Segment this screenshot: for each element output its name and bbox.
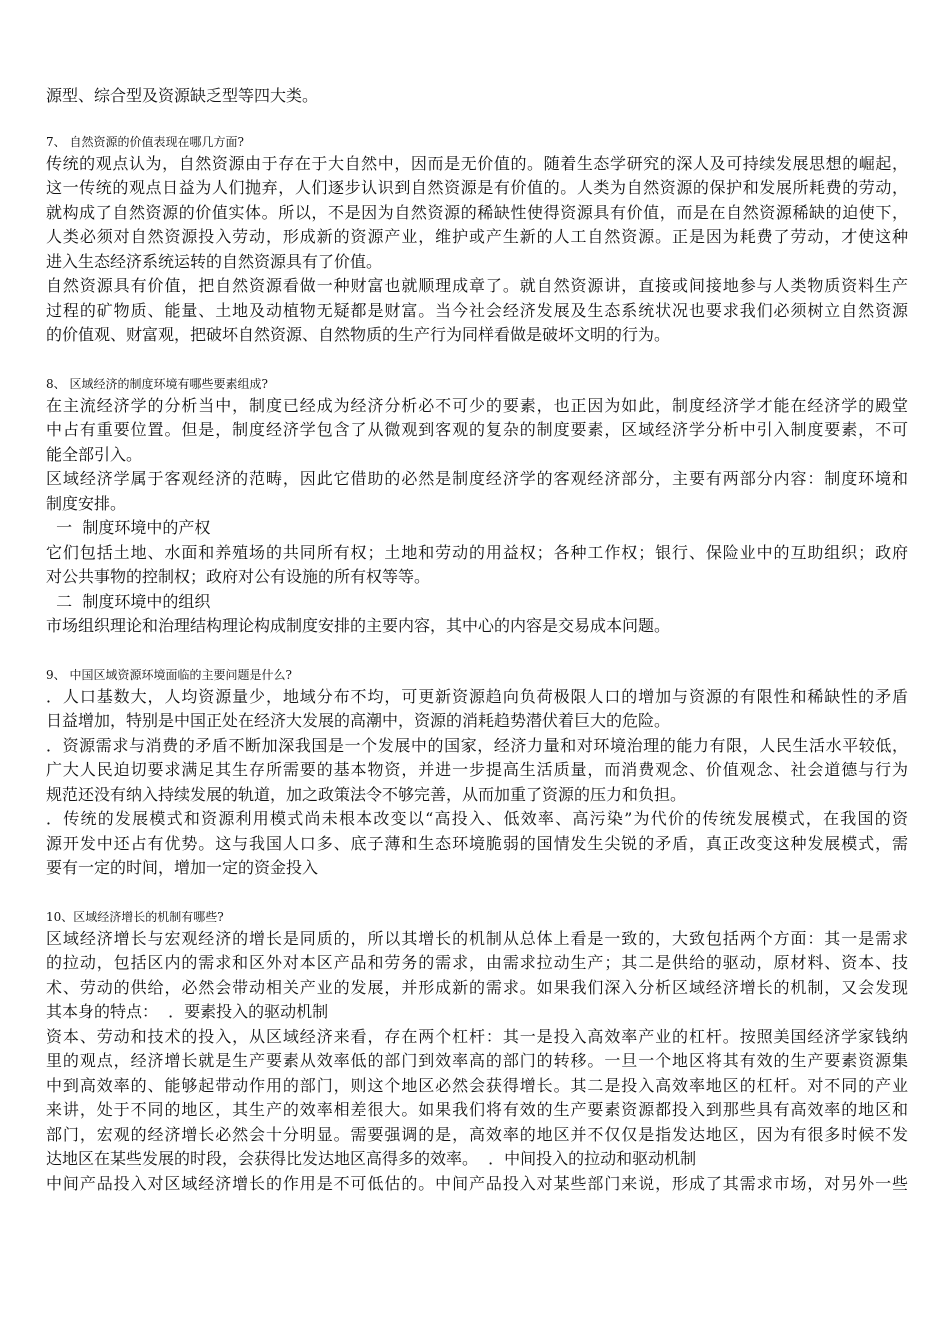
paragraph-line: 部门，宏观的经济增长必然会十分明显。需要强调的是，高效率的地区并不仅仅是指发达地区，因为有很多时候不发 <box>46 1124 908 1144</box>
paragraph-line: 规范还没有纳入持续发展的轨道，加之政策法令不够完善，从而加重了资源的压力和负担。 <box>46 784 687 804</box>
paragraph-line: 的价值观、财富观，把破坏自然资源、自然物质的生产行为同样看做是破坏文明的行为。 <box>46 325 671 344</box>
section-question-8 <box>46 374 908 639</box>
question-heading: 9、 中国区域资源环境面临的主要问题是什么? <box>46 667 292 682</box>
paragraph-line: 就构成了自然资源的价值实体。所以，不是因为自然资源的稀缺性使得资源具有价值，而是在自然资源稀缺的迫使下， <box>46 202 908 222</box>
paragraph-line: 市场组织理论和治理结构理论构成制度安排的主要内容，其中心的内容是交易成本问题。 <box>46 616 671 635</box>
paragraph-line: 这一传统的观点日益为人们抛弃，人们逐步认识到自然资源是有价值的。人类为自然资源的保护和发展所耗费的劳动， <box>46 178 908 197</box>
paragraph-line: 自然资源具有价值，把自然资源看做一种财富也就顺理成章了。就自然资源讲，直接或间接地参与人类物质资料生产 <box>46 276 908 295</box>
subheading-line: 一 制度环境中的产权 <box>46 518 211 537</box>
paragraph-line: 达地区在某些发展的时段，会获得比发达地区高得多的效率。 ．中间投入的拉动和驱动机制 <box>46 1149 697 1168</box>
section-question-9 <box>46 665 908 881</box>
paragraph-line: 源开发中还占有优势。这与我国人口多、底子薄和生态环境脆弱的国情发生尖锐的矛盾，真正改变这种发展模式，需 <box>46 833 908 853</box>
paragraph-line: ．人口基数大，人均资源量少，地域分布不均，可更新资源趋向负荷极限人口的增加与资源的有限性和稀缺性的矛盾 <box>46 686 908 706</box>
document-page <box>46 84 908 1196</box>
section-question-10 <box>46 907 908 1197</box>
paragraph-line: 资本、劳动和技术的投入，从区域经济来看，存在两个杠杆：其一是投入高效率产业的杠杆。按照美国经济学家钱纳 <box>46 1026 908 1046</box>
paragraph-line: 术、劳动的供给，必然会带动相关产业的发展，并形成新的需求。如果我们深入分析区域经济增长的机制，又会发现 <box>46 977 908 997</box>
paragraph-line: 要有一定的时间，增加一定的资金投入 <box>46 858 319 877</box>
paragraph-line: 中占有重要位置。但是，制度经济学包含了从微观到客观的复杂的制度要素，区域经济学分析中引入制度要素，不可 <box>46 420 908 439</box>
paragraph-line: ．传统的发展模式和资源利用模式尚未根本改变以“高投入、低效率、高污染”为代价的传统发展模式，在我国的资 <box>46 809 908 828</box>
question-heading: 7、 自然资源的价值表现在哪几方面? <box>46 134 244 149</box>
paragraph-line: 里的观点，经济增长就是生产要素从效率低的部门到效率高的部门的转移。一旦一个地区将其有效的生产要素资源集 <box>46 1051 908 1070</box>
paragraph-line: 广大人民迫切要求满足其生存所需要的基本物资，并进一步提高生活质量，而消费观念、价值观念、社会道德与行为 <box>46 760 908 779</box>
paragraph-line: ．资源需求与消费的矛盾不断加深我国是一个发展中的国家，经济力量和对环境治理的能力有限，人民生活水平较低， <box>46 735 908 755</box>
question-heading: 10、区域经济增长的机制有哪些? <box>46 909 224 924</box>
section-question-7 <box>46 132 908 348</box>
paragraph-line: 来讲，处于不同的地区，其生产的效率相差很大。如果我们将有效的生产要素资源都投入到那些具有高效率的地区和 <box>46 1100 908 1119</box>
paragraph-line: 过程的矿物质、能量、土地及动植物无疑都是财富。当今社会经济发展及生态系统状况也要求我们必须树立自然资源 <box>46 300 908 320</box>
paragraph-line: 能全部引入。 <box>46 444 143 464</box>
paragraph-line: 进入生态经济系统运转的自然资源具有了价值。 <box>46 251 383 271</box>
paragraph-line: 日益增加，特别是中国正处在经济大发展的高潮中，资源的消耗趋势潜伏着巨大的危险。 <box>46 711 671 730</box>
paragraph-line: 其本身的特点： ．要素投入的驱动机制 <box>46 1002 329 1021</box>
section-intro <box>46 84 908 109</box>
question-heading: 8、 区域经济的制度环境有哪些要素组成? <box>46 376 268 391</box>
paragraph-line: 传统的观点认为，自然资源由于存在于大自然中，因而是无价值的。随着生态学研究的深人及可持续发展思想的崛起， <box>46 153 908 173</box>
paragraph-line: 人类必须对自然资源投入劳动，形成新的资源产业，维护或产生新的人工自然资源。正是因为耗费了劳动，才使这种 <box>46 227 908 246</box>
paragraph-line: 中到高效率的、能够起带动作用的部门，则这个地区必然会获得增长。其二是投入高效率地区的杠杆。对不同的产业 <box>46 1075 908 1095</box>
paragraph-line: 它们包括土地、水面和养殖场的共同所有权；土地和劳动的用益权；各种工作权；银行、保险业中的互助组织；政府 <box>46 542 908 562</box>
paragraph-line: 区域经济增长与宏观经济的增长是同质的，所以其增长的机制从总体上看是一致的，大致包括两个方面：其一是需求 <box>46 928 908 948</box>
paragraph-line: 的拉动，包括区内的需求和区外对本区产品和劳务的需求，由需求拉动生产；其二是供给的驱动，原材料、资本、技 <box>46 953 908 972</box>
subheading-line: 二 制度环境中的组织 <box>46 591 211 611</box>
paragraph-line: 制度安排。 <box>46 493 127 513</box>
paragraph-line: 在主流经济学的分析当中，制度已经成为经济分析必不可少的要素，也正因为如此，制度经济学才能在经济学的殿堂 <box>46 395 908 415</box>
paragraph-line: 区域经济学属于客观经济的范畴，因此它借助的必然是制度经济学的客观经济部分，主要有两部分内容：制度环境和 <box>46 469 908 488</box>
paragraph-line: 中间产品投入对区域经济增长的作用是不可低估的。中间产品投入对某些部门来说，形成了其需求市场，对另外一些 <box>46 1173 908 1193</box>
paragraph-line: 对公共事物的控制权；政府对公有设施的所有权等等。 <box>46 567 431 586</box>
paragraph-line: 源型、综合型及资源缺乏型等四大类。 <box>46 86 319 105</box>
